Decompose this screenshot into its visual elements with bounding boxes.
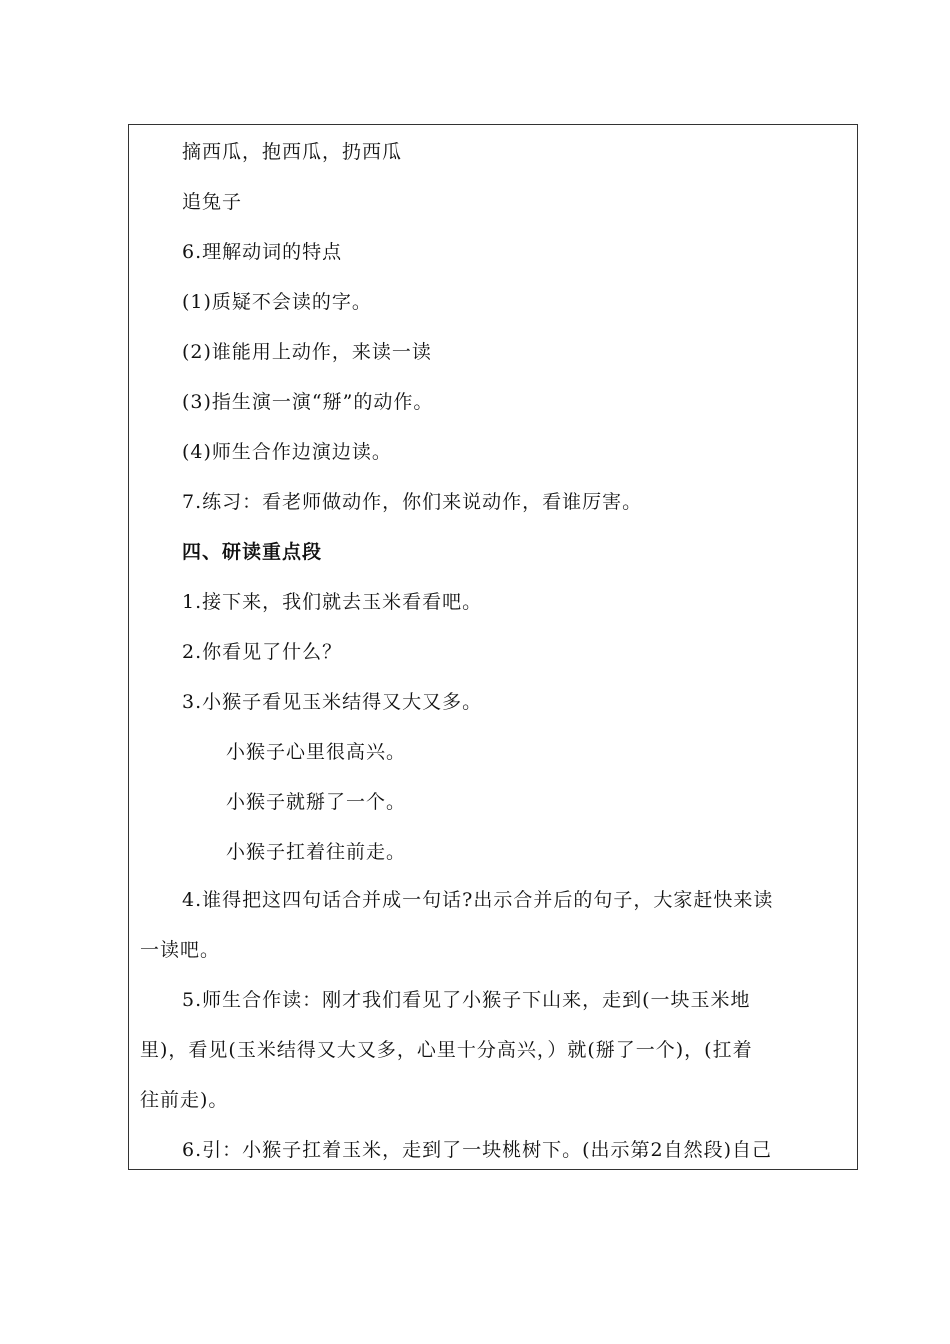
text-line: 小猴子心里很高兴。	[226, 741, 407, 763]
text-line: 追兔子	[182, 191, 243, 213]
text-line: (1)质疑不会读的字。	[182, 291, 372, 313]
text-line: 2.你看见了什么？	[182, 641, 343, 663]
text-line: 5.师生合作读：刚才我们看见了小猴子下山来，走到(一块玉米地	[182, 989, 751, 1011]
text-line: 里)，看见(玉米结得又大又多，心里十分高兴，）就(掰了一个)，(扛着	[140, 1039, 753, 1061]
text-line: (2)谁能用上动作，来读一读	[182, 341, 432, 363]
text-line: 3.小猴子看见玉米结得又大又多。	[182, 691, 483, 713]
text-line: (4)师生合作边演边读。	[182, 441, 392, 463]
text-line: 摘西瓜，抱西瓜，扔西瓜	[182, 141, 403, 163]
text-line: 7.练习：看老师做动作，你们来说动作，看谁厉害。	[182, 491, 643, 513]
text-line: 小猴子就掰了一个。	[226, 791, 407, 813]
section-heading: 四、研读重点段	[182, 541, 323, 563]
text-line: 6.引：小猴子扛着玉米，走到了一块桃树下。(出示第2自然段)自己	[182, 1139, 773, 1161]
text-line: 1.接下来，我们就去玉米看看吧。	[182, 591, 483, 613]
text-line: 6.理解动词的特点	[182, 241, 343, 263]
text-line: 一读吧。	[140, 939, 221, 961]
text-line: 往前走)。	[140, 1089, 229, 1111]
text-line: (3)指生演一演“掰”的动作。	[182, 391, 434, 413]
text-line: 小猴子扛着往前走。	[226, 841, 407, 863]
text-line: 4.谁得把这四句话合并成一句话?出示合并后的句子，大家赶快来读	[182, 889, 774, 911]
